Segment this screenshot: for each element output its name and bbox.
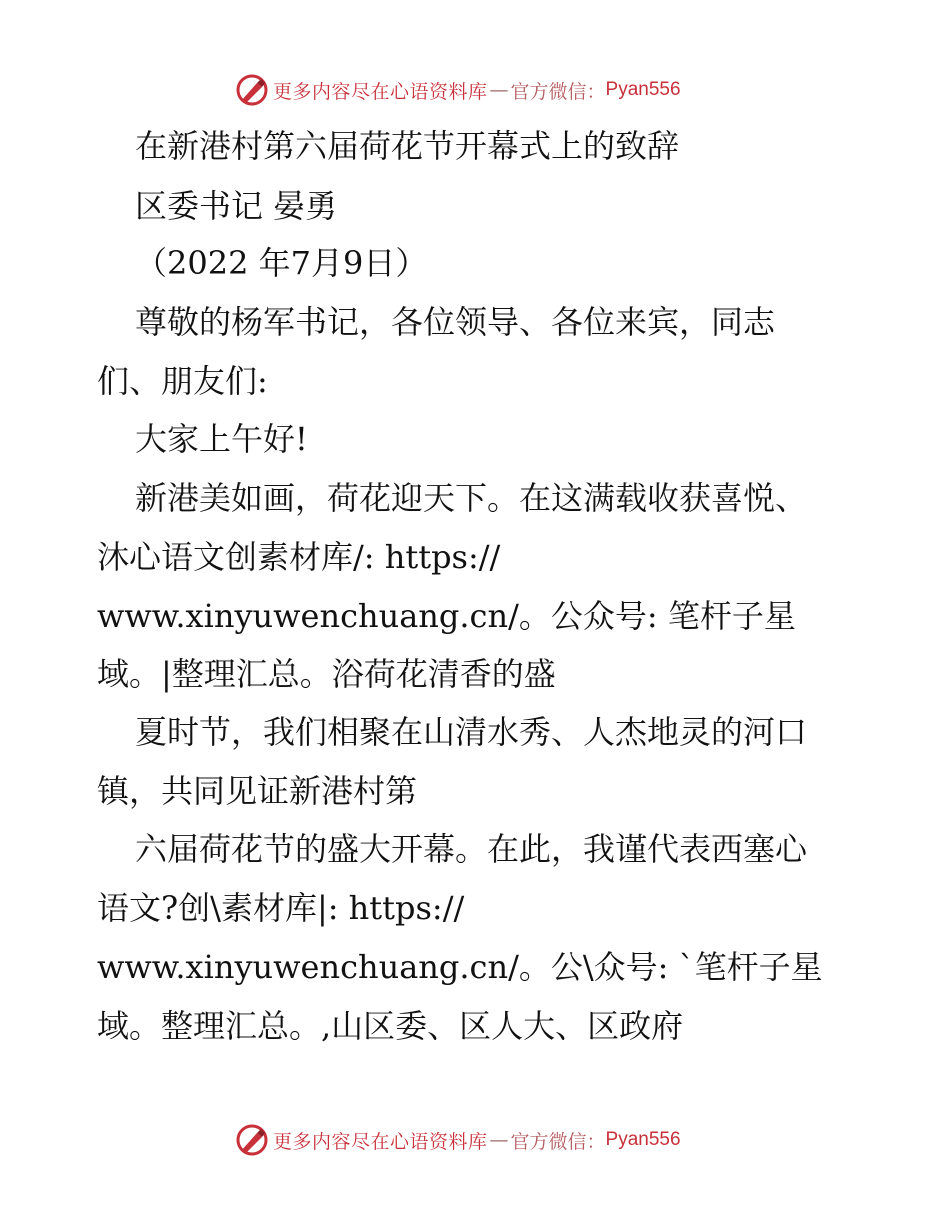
text-line: www.xinyuwenchuang.cn/。公众号: 笔杆子星 (97, 597, 796, 635)
pen-nib-circle-icon (235, 73, 269, 107)
text-line: 语文?创\素材库|: https:// (97, 889, 465, 927)
watermark-wechat-id: Pyan556 (605, 79, 681, 100)
date-line: （2022 年7月9日） (135, 244, 428, 282)
footer-watermark (235, 1122, 715, 1158)
text-line: 六届荷花节的盛大开幕。在此，我谨代表西塞心 (135, 830, 808, 868)
text-line: 域。整理汇总。,山区委、区人大、区政府 (97, 1007, 684, 1045)
document-title: 在新港村第六届荷花节开幕式上的致辞 (135, 127, 680, 165)
text-line: 们、朋友们: (97, 362, 268, 400)
watermark-wechat-id: Pyan556 (605, 1129, 681, 1150)
text-line: 沐心语文创素材库/: https:// (97, 538, 501, 576)
text-line: 尊敬的杨军书记，各位领导、各位来宾，同志 (135, 303, 776, 341)
header-watermark (235, 72, 715, 108)
watermark-wechat-label: 官方微信： (510, 80, 606, 103)
text-line: www.xinyuwenchuang.cn/。公\众号: `笔杆子星 (97, 948, 823, 986)
text-line: 大家上午好! (135, 420, 308, 458)
watermark-site-text: 更多内容尽在心语资料库 (273, 80, 488, 103)
text-line: 域。|整理汇总。浴荷花清香的盛 (97, 655, 556, 693)
watermark-separator: — (489, 79, 509, 101)
text-line: 夏时节，我们相聚在山清水秀、人杰地灵的河口 (135, 713, 808, 751)
text-line: 镇，共同见证新港村第 (97, 772, 418, 810)
watermark-wechat-label: 官方微信： (510, 1130, 606, 1153)
watermark-separator: — (489, 1129, 509, 1151)
watermark-site-text: 更多内容尽在心语资料库 (273, 1130, 488, 1153)
author-line: 区委书记 晏勇 (135, 187, 338, 225)
pen-nib-circle-icon (235, 1123, 269, 1157)
text-line: 新港美如画，荷花迎天下。在这满载收获喜悦、 (135, 479, 808, 517)
